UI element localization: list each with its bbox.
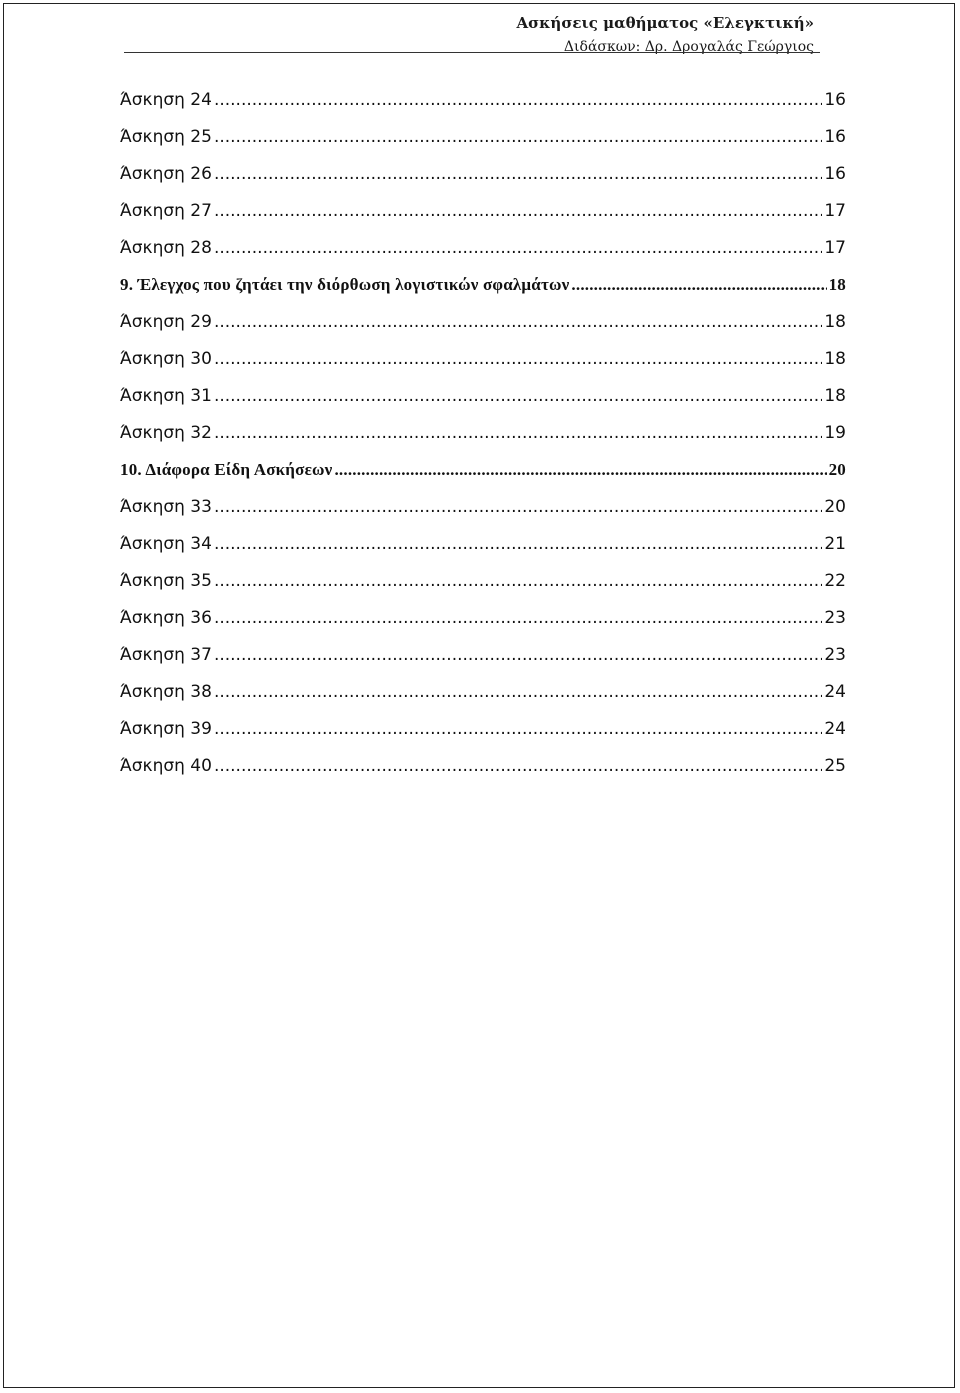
dot-leader	[214, 534, 822, 554]
toc-page-number: 21	[824, 534, 846, 554]
dot-leader	[571, 275, 826, 295]
toc-page-number: 20	[828, 460, 846, 479]
toc-entry[interactable]	[120, 497, 846, 534]
toc-page-number: 20	[824, 497, 846, 517]
toc-entry-label: Άσκηση 39	[120, 719, 212, 739]
toc-page-number: 22	[824, 571, 846, 591]
toc-entry[interactable]	[120, 127, 846, 164]
dot-leader	[214, 756, 822, 776]
course-title: Ασκήσεις μαθήματος «Ελεγκτική»	[516, 14, 814, 32]
toc-entry-label: Άσκηση 28	[120, 238, 212, 258]
toc-page-number: 16	[824, 90, 846, 110]
toc-entry[interactable]	[120, 349, 846, 386]
toc-entry-label: Άσκηση 24	[120, 90, 212, 110]
dot-leader	[214, 719, 822, 739]
dot-leader	[214, 90, 822, 110]
toc-page-number: 16	[824, 127, 846, 147]
toc-section-entry[interactable]	[120, 460, 846, 497]
page-header	[516, 13, 814, 56]
toc-entry[interactable]	[120, 238, 846, 275]
dot-leader	[214, 608, 822, 628]
toc-entry-label: Άσκηση 40	[120, 756, 212, 776]
toc-entry-label: Άσκηση 33	[120, 497, 212, 517]
toc-entry[interactable]	[120, 719, 846, 756]
toc-entry-label: Άσκηση 26	[120, 164, 212, 184]
toc-entry[interactable]	[120, 423, 846, 460]
table-of-contents	[120, 90, 846, 793]
toc-page-number: 24	[824, 682, 846, 702]
toc-entry-label: Άσκηση 25	[120, 127, 212, 147]
toc-page-number: 23	[824, 645, 846, 665]
toc-entry[interactable]	[120, 756, 846, 793]
toc-page-number: 18	[824, 386, 846, 406]
document-page	[3, 3, 955, 1388]
toc-entry[interactable]	[120, 645, 846, 682]
toc-entry-label: Άσκηση 37	[120, 645, 212, 665]
toc-entry[interactable]	[120, 201, 846, 238]
dot-leader	[214, 571, 822, 591]
toc-entry-label: Άσκηση 30	[120, 349, 212, 369]
toc-entry-label: Άσκηση 27	[120, 201, 212, 221]
toc-entry[interactable]	[120, 312, 846, 349]
toc-entry-label: 9. Έλεγχος που ζητάει την διόρθωση λογιστικών σφαλμάτων	[120, 275, 570, 294]
toc-page-number: 18	[828, 275, 846, 294]
dot-leader	[214, 238, 822, 258]
toc-page-number: 18	[824, 312, 846, 332]
toc-page-number: 24	[824, 719, 846, 739]
header-divider	[124, 52, 820, 53]
toc-page-number: 17	[824, 238, 846, 258]
toc-entry[interactable]	[120, 608, 846, 645]
dot-leader	[214, 312, 822, 332]
dot-leader	[214, 497, 822, 517]
toc-page-number: 18	[824, 349, 846, 369]
toc-page-number: 17	[824, 201, 846, 221]
toc-entry[interactable]	[120, 164, 846, 201]
toc-entry-label: Άσκηση 31	[120, 386, 212, 406]
toc-page-number: 23	[824, 608, 846, 628]
instructor-line: Διδάσκων: Δρ. Δρογαλάς Γεώργιος	[563, 39, 814, 55]
toc-entry-label: Άσκηση 32	[120, 423, 212, 443]
toc-entry-label: Άσκηση 29	[120, 312, 212, 332]
toc-entry-label: Άσκηση 34	[120, 534, 212, 554]
toc-page-number: 16	[824, 164, 846, 184]
dot-leader	[214, 645, 822, 665]
toc-entry[interactable]	[120, 90, 846, 127]
toc-entry[interactable]	[120, 534, 846, 571]
toc-page-number: 25	[824, 756, 846, 776]
dot-leader	[334, 460, 826, 480]
dot-leader	[214, 386, 822, 406]
dot-leader	[214, 201, 822, 221]
toc-entry-label: Άσκηση 35	[120, 571, 212, 591]
dot-leader	[214, 349, 822, 369]
toc-entry[interactable]	[120, 386, 846, 423]
toc-entry-label: Άσκηση 38	[120, 682, 212, 702]
toc-entry[interactable]	[120, 682, 846, 719]
dot-leader	[214, 423, 822, 443]
dot-leader	[214, 682, 822, 702]
dot-leader	[214, 164, 822, 184]
toc-entry-label: Άσκηση 36	[120, 608, 212, 628]
dot-leader	[214, 127, 822, 147]
toc-entry-label: 10. Διάφορα Είδη Ασκήσεων	[120, 460, 333, 479]
toc-page-number: 19	[824, 423, 846, 443]
toc-entry[interactable]	[120, 571, 846, 608]
toc-section-entry[interactable]	[120, 275, 846, 312]
